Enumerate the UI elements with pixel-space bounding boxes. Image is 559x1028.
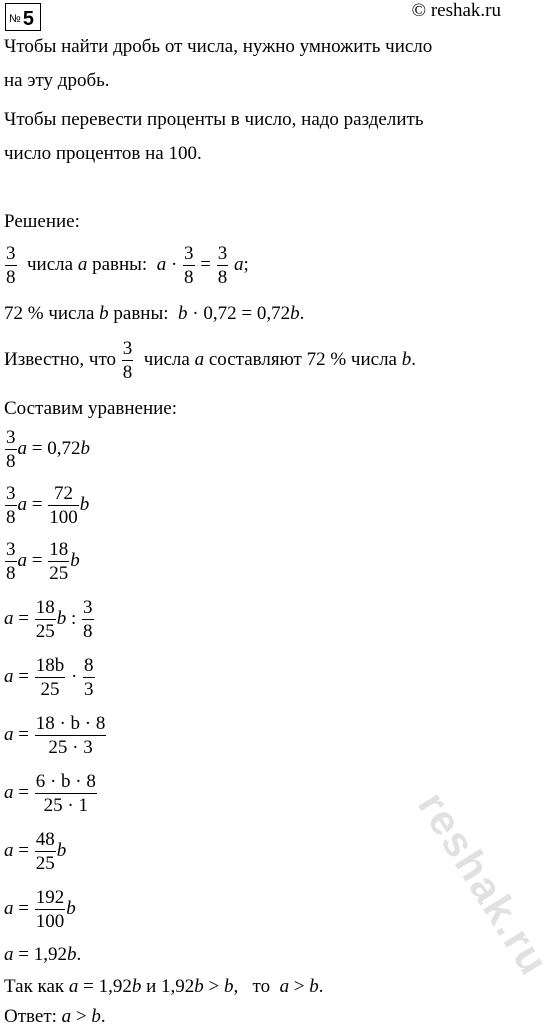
eq-8: a = $\frac{48}{25}$ b — [4, 829, 67, 874]
fraction: $\frac{3}{8}$ — [217, 243, 228, 288]
rule-1-line-1: Чтобы найти дробь от числа, нужно умножить число — [4, 36, 433, 57]
site-credit: © reshak.ru — [411, 0, 501, 21]
eq-5: a = $\frac{18b}{25}$ · $\frac{8}{3}$ — [4, 655, 94, 700]
eq-1: $\frac{3}{8}$ a = 0,72b — [6, 427, 90, 472]
step-fraction-of-a: $\frac{3}{8}$ числа a равны: a · $\frac{3}{8}$ = $\frac{3}{8}$ a; — [6, 243, 249, 288]
answer: Ответ: a > b. — [4, 1006, 106, 1027]
eq-result: a = 1,92b. — [4, 944, 82, 965]
rule-1-line-2: на эту дробь. — [4, 70, 110, 91]
task-number-badge — [5, 3, 41, 31]
fraction: $\frac{3}{8}$ — [122, 338, 133, 383]
watermark-logo: reshak.ru — [409, 783, 559, 985]
task-number: 5 — [22, 8, 34, 30]
number-sign: № — [9, 13, 21, 25]
fraction: $\frac{3}{8}$ — [184, 243, 194, 288]
eq-7: a = $\frac{6 \cdot b \cdot 8}{25 \cdot 1}$ — [4, 771, 96, 816]
solution-heading: Решение: — [4, 211, 80, 232]
step-known: Известно, что $\frac{3}{8}$ числа a составляют 72 % числа b. — [4, 338, 416, 383]
rule-2-line-1: Чтобы перевести проценты в число, надо разделить — [4, 109, 424, 130]
eq-3: $\frac{3}{8}$ a = $\frac{18}{25}$ b — [6, 539, 80, 584]
eq-4: a = $\frac{18}{25}$ b : $\frac{3}{8}$ — [4, 597, 93, 642]
eq-6: a = $\frac{18 \cdot b \cdot 8}{25 \cdot 3}$ — [4, 713, 106, 758]
eq-2: $\frac{3}{8}$ a = $\frac{72}{100}$ b — [6, 483, 90, 528]
rule-2-line-2: число процентов на 100. — [4, 143, 202, 164]
eq-9: a = $\frac{192}{100}$ b — [4, 887, 76, 932]
step-percent-of-b: 72 % числа b равны: b · 0,72 = 0,72b. — [4, 303, 305, 324]
fraction: $\frac{3}{8}$ — [6, 243, 16, 288]
compose-equation: Составим уравнение: — [4, 398, 178, 419]
comparison: Так как a = 1,92b и 1,92b > b, то a > b. — [4, 976, 324, 997]
